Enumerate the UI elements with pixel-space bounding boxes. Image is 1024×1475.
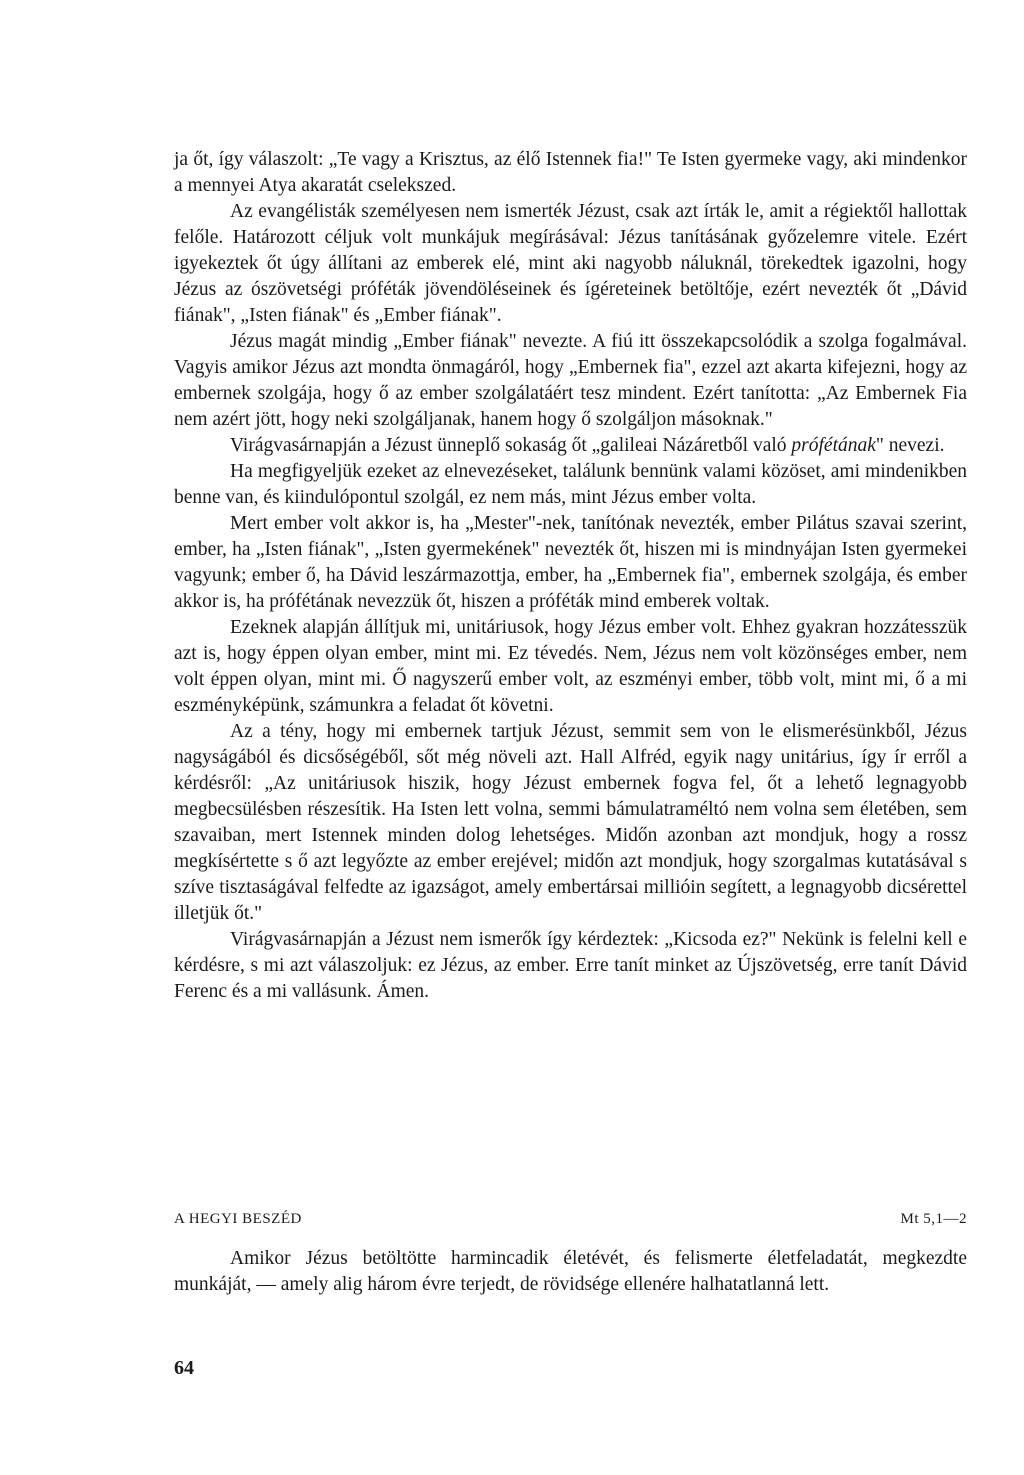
paragraph-2: Az evangélisták személyesen nem ismerték Jézust, csak azt írták le, amit a régiektől hallottak felőle. Határozott céljuk volt munkájuk megírásával: Jézus tanításának győzelemre vitele. Ezért igyekeztek őt úgy állítani az emberek elé, mint aki nagyobb náluknál, törekedtek igazolni, hogy Jézus az ószövetségi próféták jövendöléseinek és ígéreteinek betöltője, ezért nevezték őt „Dávid fiának", „Isten fiának" és „Ember fiának". [174,201,967,326]
main-text [174,147,967,1005]
paragraph-1: ja őt, így válaszolt: „Te vagy a Krisztus, az élő Istennek fia!" Te Isten gyermeke vagy, aki mindenkor a mennyei Atya akaratát cselekszed. [174,149,967,196]
paragraph-7: Ezeknek alapján állítjuk mi, unitáriusok, hogy Jézus ember volt. Ehhez gyakran hozzátesszük azt is, hogy éppen olyan ember, mint mi. Ez tévedés. Nem, Jézus nem volt közönséges ember, nem volt éppen olyan, mint mi. Ő nagyszerű ember volt, az eszményi ember, több volt, mint mi, ő a mi eszményképünk, számunkra a feladat őt követni. [174,617,967,716]
paragraph-4-end: " nevezi. [875,435,945,456]
paragraph-5: Ha megfigyeljük ezeket az elnevezéseket, találunk bennünk valami közöset, ami mindenikben benne van, és kiindulópontul szolgál, ez nem más, mint Jézus ember volta. [174,461,967,508]
section-heading [174,1211,967,1235]
paragraph-3: Jézus magát mindig „Ember fiának" nevezte. A fiú itt összekapcsolódik a szolga fogalmával. Vagyis amikor Jézus azt mondta önmagáról, hogy „Embernek fia", ezzel azt akarta kifejezni, hogy az embernek szolgája, hogy ő az ember szolgálatáért tesz mindent. Ezért tanította: „Az Embernek Fia nem azért jött, hogy neki szolgáljanak, hanem hogy ő szolgáljon másoknak." [174,331,967,430]
paragraph-9: Virágvasárnapján a Jézust nem ismerők így kérdeztek: „Kicsoda ez?" Nekünk is felelni kell e kérdésre, s mi azt válaszoljuk: ez Jézus, az ember. Erre tanít minket az Újszövetség, erre tanít Dávid Ferenc és a mi vallásunk. Ámen. [174,929,967,1002]
section-body [174,1246,967,1298]
section-reference: Mt 5,1—2 [900,1211,967,1227]
paragraph-4-italic: prófétának [791,435,876,456]
section-title: A HEGYI BESZÉD [174,1211,302,1227]
paragraph-8: Az a tény, hogy mi embernek tartjuk Jézust, semmit sem von le elismerésünkből, Jézus nagyságából és dicsőségéből, sőt még növeli azt. Hall Alfréd, egyik nagy unitárius, így ír erről a kérdésről: „Az unitáriusok hiszik, hogy Jézust embernek fogva fel, őt a lehető legnagyobb megbecsülésben részesítik. Ha Isten lett volna, semmi bámulatraméltó nem volna sem életében, sem szavaiban, mert Istennek minden dolog lehetséges. Midőn azonban azt mondjuk, hogy a rossz megkísértette s ő azt legyőzte az ember erejével; midőn azt mondjuk, hogy szorgalmas kutatásával s szíve tisztaságával felfedte az igazságot, amely embertársai millióin segített, a legnagyobb dicsérettel illetjük őt." [174,721,967,924]
section-paragraph: Amikor Jézus betöltötte harmincadik életévét, és felismerte életfeladatát, megkezdte munkáját, — amely alig három évre terjedt, de rövidsége ellenére halhatatlanná lett. [174,1248,967,1295]
paragraph-6: Mert ember volt akkor is, ha „Mester"-nek, tanítónak nevezték, ember Pilátus szavai szerint, ember, ha „Isten fiának", „Isten gyermekének" nevezték őt, hiszen mi is mindnyájan Isten gyermekei vagyunk; ember ő, ha Dávid leszármazottja, ember, ha „Embernek fia", embernek szolgája, és ember akkor is, ha prófétának nevezzük őt, hiszen a próféták mind emberek voltak. [174,513,967,612]
paragraph-4 [174,433,967,459]
page-number: 64 [174,1357,194,1379]
paragraph-4-start: Virágvasárnapján a Jézust ünneplő sokaság őt „galileai Názáretből való [230,435,792,456]
